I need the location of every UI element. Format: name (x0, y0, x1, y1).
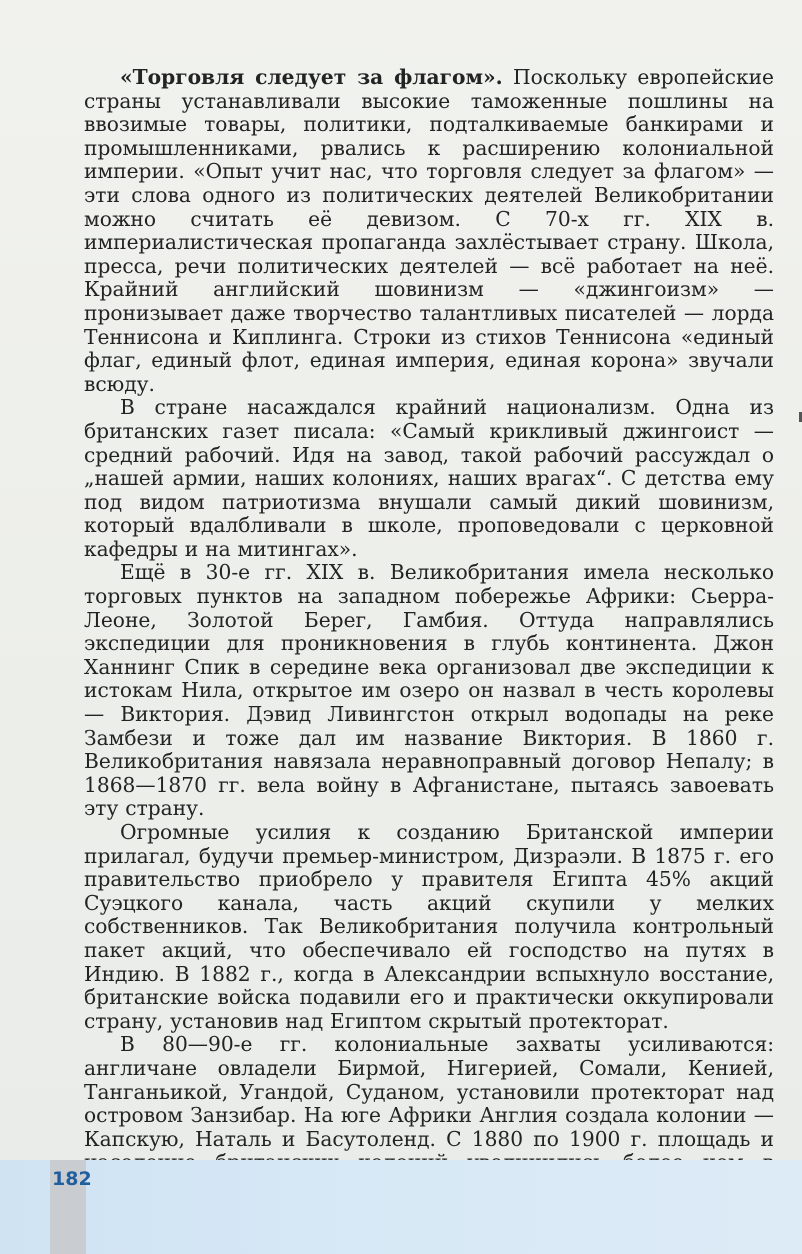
main-text (84, 66, 774, 1199)
paragraph-colonial-seizures: В 80—90-е гг. колониальные захваты усиливаются: англичане овладели Бирмой, Нигерией, Сомали, Кенией, Танганьикой, Угандой, Суданом, установили протекторат над островом Занзибар. На юге Африки Англия создала колонии — Капскую, Наталь и Басутоленд. С 1880 по 1900 г. площадь и (84, 1032, 774, 1151)
page-footer-band (0, 1160, 802, 1254)
paragraph-africa-expeditions: Ещё в 30-е гг. XIX в. Великобритания имела несколько торговых пунктов на западном побережье Африки: Сьерра-Леоне, Золотой Берег, Гамбия. Оттуда направлялись экспедиции для проникновения в глубь континента. Джон Ханнинг Спик в середине века организовал две экспедиции к истокам Нила, открытое им озеро он назвал в честь королевы — Виктория. Дэвид Ливингстон открыл водопады на реке Замбези и тоже дал им название Виктория. В 1860 г. Великобритания навязала неравноправный договор Непалу; в 1868—1870 гг. вела войну в Афганистане, пытаясь завоевать эту страну. (84, 560, 774, 821)
paragraph-nationalism: В стране насаждался крайний национализм. Одна из британских газет писала: «Самый крикливый джингоист — средний рабочий. Идя на завод, такой рабочий рассуждал о „нашей армии, наших колониях, наших врагах“. С детства ему под видом патриотизма внушали самый дикий шовинизм, который вдалбливали в школе, проповедовали с церковной кафедры и на митингах». (84, 395, 774, 561)
paragraph-disraeli: Огромные усилия к созданию Британской империи прилагал, будучи премьер-министром, Дизраэли. В 1875 г. его правительство приобрело у правителя Египта 45% акций Суэцкого канала, часть акций скупили у мелких собственников. Так Великобритания получила контрольный пакет акций, что обеспечивало ей господство на путях в Индию. В 1882 г., когда в Александрии вспыхнуло восстание, британские войска подавили его и практически оккупировали страну, установив над Египтом скрытый протекторат. (84, 820, 774, 1033)
paragraph-trade-follows-flag (84, 66, 774, 396)
page-number: 182 (52, 1168, 92, 1190)
paragraph-heading: «Торговля следует за флагом». (120, 65, 503, 89)
paragraph-text: Поскольку европейские страны устанавливали высокие таможенные пошлины на ввозимые товары, политики, подталкиваемые банкирами и промышленниками, рвались к расширению колониальной империи. «Опыт учит нас, что торговля следует за флагом» — эти слова одного из политических деятелей Великобритании можно считать её девизом. С 70-х гг. XIX в. империалистическая пропаганда захлёстывает страну. Школа, пресса, речи политических деятелей — всё работает на неё. Крайний английский шовинизм — «джингоизм» — пронизывает даже творчество талантливых писателей — лорда Теннисона и Киплинга. Строки из стихов Теннисона «единый флаг, единый флот, единая империя, единая корона» звучали всюду. (84, 65, 774, 396)
